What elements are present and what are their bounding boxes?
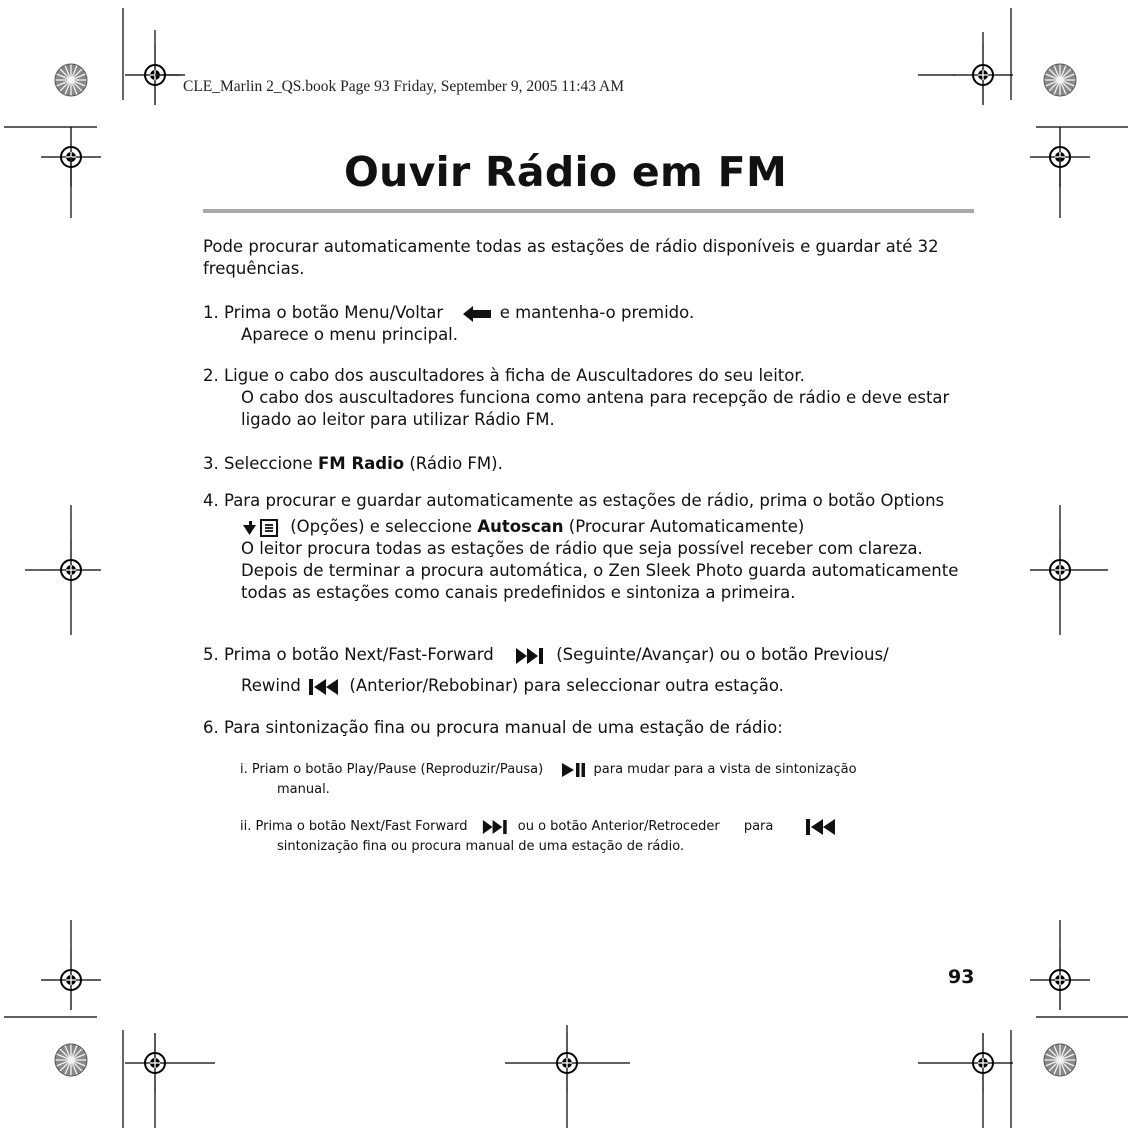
step-3-text-b: (Rádio FM). (409, 454, 503, 473)
intro-line-2: frequências. (203, 259, 305, 278)
step-3-text: 3. Seleccione (203, 454, 313, 473)
step-4-note-1: O leitor procura todas as estações de rádio que seja possível receber com clareza. (241, 539, 923, 558)
play-pause-icon (561, 761, 587, 779)
intro-paragraph (203, 236, 993, 280)
step-2-note-1: O cabo dos auscultadores funciona como antena para recepção de rádio e deve estar (241, 388, 950, 407)
step-5-text-d: (Anterior/Rebobinar) para seleccionar outra estação. (349, 676, 784, 695)
substep-ii-text: ii. Prima o botão Next/Fast Forward (240, 819, 468, 834)
previous-icon (800, 818, 844, 836)
previous-icon (308, 678, 342, 696)
next-icon (482, 819, 512, 835)
intro-line-1: Pode procurar automaticamente todas as estações de rádio disponíveis e guardar até 32 (203, 237, 939, 256)
substep-ii (240, 817, 1030, 857)
step-2 (203, 365, 993, 431)
step-5-text-b: (Seguinte/Avançar) ou o botão Previous/ (556, 645, 889, 664)
step-3 (203, 453, 993, 475)
step-5-text-c: Rewind (241, 676, 301, 695)
step-4-text-c: (Procurar Automaticamente) (568, 517, 805, 536)
page-number: 93 (948, 966, 975, 988)
substep-ii-text-d: sintonização fina ou procura manual de uma estação de rádio. (277, 839, 685, 854)
substep-i (240, 760, 1030, 800)
step-1 (203, 302, 993, 346)
step-4-note-3: todas as estações como canais predefinidos e sintoniza a primeira. (241, 583, 796, 602)
step-5 (203, 644, 993, 697)
options-icon (241, 519, 281, 537)
substep-i-text-b: para mudar para a vista de sintonização (593, 762, 857, 777)
back-arrow-icon (462, 305, 492, 323)
substep-i-text-c: manual. (277, 782, 330, 797)
step-6: 6. Para sintonização fina ou procura manual de uma estação de rádio: (203, 718, 783, 737)
step-1-result: Aparece o menu principal. (241, 325, 459, 344)
step-2-note-2: ligado ao leitor para utilizar Rádio FM. (241, 410, 555, 429)
step-1-text-b: e mantenha-o premido. (499, 303, 695, 322)
page-title: Ouvir Rádio em FM (343, 148, 788, 196)
step-4-note-2: Depois de terminar a procura automática, o Zen Sleek Photo guarda automaticamente (241, 561, 959, 580)
step-4-text: 4. Para procurar e guardar automaticamente as estações de rádio, prima o botão Options (203, 491, 945, 510)
step-4-text-b: (Opções) e seleccione (290, 517, 473, 536)
step-3-bold: FM Radio (318, 454, 405, 473)
step-4 (203, 490, 993, 604)
step-5-text: 5. Prima o botão Next/Fast-Forward (203, 645, 494, 664)
step-4-bold: Autoscan (477, 517, 564, 536)
substep-ii-text-b: ou o botão Anterior/Retroceder (517, 819, 720, 834)
step-1-text: 1. Prima o botão Menu/Voltar (203, 303, 444, 322)
file-header: CLE_Marlin 2_QS.book Page 93 Friday, September 9, 2005 11:43 AM (183, 78, 625, 95)
substep-ii-text-c: para (743, 819, 774, 834)
next-icon (515, 647, 549, 665)
title-rule (203, 209, 974, 213)
substep-i-text: i. Priam o botão Play/Pause (Reproduzir/Pausa) (240, 762, 544, 777)
step-2-text: 2. Ligue o cabo dos auscultadores à ficha de Auscultadores do seu leitor. (203, 366, 805, 385)
